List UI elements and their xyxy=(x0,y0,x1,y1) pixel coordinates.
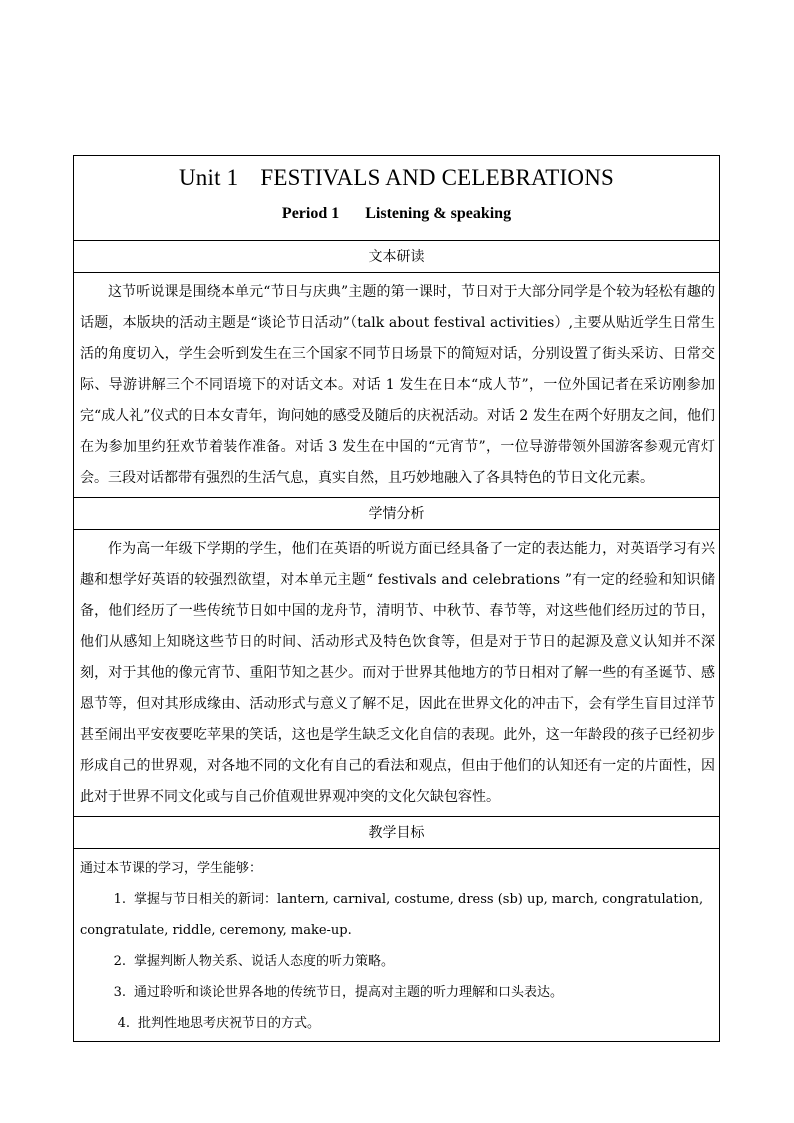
period-title xyxy=(74,205,719,223)
unit-name: FESTIVALS AND CELEBRATIONS xyxy=(260,165,614,190)
section-body-text-study xyxy=(74,272,719,497)
unit-title xyxy=(74,156,719,191)
objective-number: 2. xyxy=(113,954,126,969)
learner-analysis-paragraph: 作为高一年级下学期的学生，他们在英语的听说方面已经具备了一定的表达能力，对英语学习有兴趣和想学好英语的较强烈欲望，对本单元主题“ festivals and celebrations ”有一定的经验和知识储备，他们经历了一些传统节日如中国的龙舟节，清明节、中秋节、春节等，对这些他们经历过的节日，他们从感知上知晓这些节日的时间、活动形式及特色饮食等，但是对于节日的起源及意义认知并不深刻，对于其他的像元宵节、重阳节知之甚少。而对于世界其他地方的节日相对了解一些的有圣诞节、感恩节等，但对其形成缘由、活动形式与意义了解不足，因此在世界文化的冲击下，会有学生盲目过洋节甚至闹出平安夜要吃苹果的笑话，这也是学生缺乏文化自信的表现。此外，这一年龄段的孩子已经初步形成自己的世界观，对各地不同的文化有自己的看法和观点，但由于他们的认知还有一定的片面性，因此对于世界不同文化或与自己价值观世界观冲突的文化欠缺包容性。 xyxy=(80,541,715,805)
objective-text: 掌握判断人物关系、说话人态度的听力策略。 xyxy=(134,954,395,969)
objectives-intro: 通过本节课的学习，学生能够： xyxy=(80,861,263,876)
title-cell xyxy=(74,156,719,240)
section-heading-learner-analysis: 学情分析 xyxy=(74,497,719,529)
period-number: Period 1 xyxy=(281,205,340,222)
period-name: Listening & speaking xyxy=(365,205,512,222)
section-body-objectives xyxy=(74,848,719,1041)
section-body-learner-analysis xyxy=(74,529,719,816)
text-study-paragraph: 这节听说课是围绕本单元“节日与庆典”主题的第一课时，节日对于大部分同学是个较为轻松有趣的话题，本版块的活动主题是“谈论节日活动”（talk about festival activities）,主要从贴近学生日常生活的角度切入，学生会听到发生在三个国家不同节日场景下的简短对话，分别设置了街头采访、日常交际、导游讲解三个不同语境下的对话文本。对话 1 发生在日本“成人节”，一位外国记者在采访刚参加完“成人礼”仪式的日本女青年，询问她的感受及随后的庆祝活动。对话 2 发生在两个好朋友之间，他们在为参加里约狂欢节着装作准备。对话 3 发生在中国的“元宵节”，一位导游带领外国游客参观元宵灯会。三段对话都带有强烈的生活气息，真实自然，且巧妙地融入了各具特色的节日文化元素。 xyxy=(80,284,715,486)
section-heading-objectives: 教学目标 xyxy=(74,816,719,848)
objective-number: 3. xyxy=(113,985,126,1000)
objective-text: 掌握与节日相关的新词：lantern, carnival, costume, dress (sb) up, march, congratulation, xyxy=(134,892,704,907)
objective-item xyxy=(80,977,713,1008)
objective-continuation: congratulate, riddle, ceremony, make-up. xyxy=(80,923,352,938)
objective-text: 批判性地思考庆祝节日的方式。 xyxy=(138,1016,321,1031)
section-heading-text-study: 文本研读 xyxy=(74,240,719,272)
unit-number: Unit 1 xyxy=(179,165,239,190)
objective-number: 4. xyxy=(117,1016,130,1031)
objective-item xyxy=(80,946,713,977)
lesson-plan-table xyxy=(73,155,720,1042)
objective-item xyxy=(80,884,713,915)
objective-number: 1. xyxy=(113,892,126,907)
objective-text: 通过聆听和谈论世界各地的传统节日，提高对主题的听力理解和口头表达。 xyxy=(134,985,564,1000)
objective-item xyxy=(80,1008,713,1039)
